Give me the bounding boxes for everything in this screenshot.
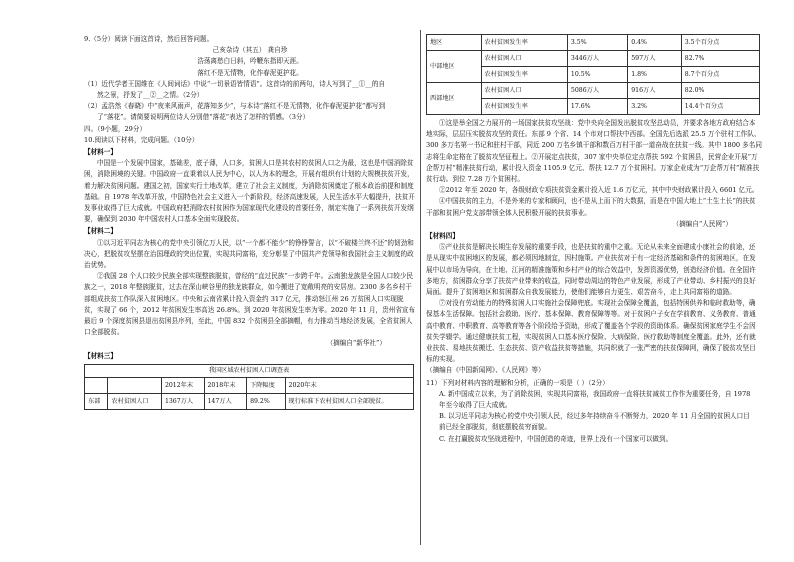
table-row <box>427 83 760 99</box>
table-cell: 8.7个百分点 <box>681 67 759 83</box>
table-cell: 2012年末 <box>161 377 204 393</box>
table-cell: 农村贫困人口 <box>481 83 567 99</box>
table-cell: 82.0% <box>681 83 759 99</box>
q10-heading: 10.阅读以下材料，完成问题。（10分） <box>84 135 199 144</box>
table-cell: 82.7% <box>681 51 759 67</box>
material-three-para1: ①这是举全国之力展开的一场国家扶贫攻坚战：党中央向全国发出脱贫攻坚总动员，并要求各地方政府结合本地实际，层层压实脱贫攻坚的责任。东部 9 个省、14 个市对口帮扶中西部。全国先后选派 25.5 万个驻村工作队、300 多万名第一书记和驻村干部，同近 200 万名乡镇干部和数百万村干部一道奋战在扶贫一线。其中 1800 多名同志将生命定格在了脱贫攻坚征程上。②开展定点扶贫，307 家中央单位定点帮扶 592 个贫困县，民营企业开展“万企帮万村”精准扶贫行动，累计投入资金 1105.9 亿元、帮扶 12.7 万个贫困村。万家企业成为“万企帮万村”精准扶贫行动。到位 7.28 万个贫困村。 <box>426 119 762 184</box>
table-cell: 1367万人 <box>161 393 204 409</box>
table-row <box>85 393 414 409</box>
table-cell: 农村贫困人口 <box>108 393 161 409</box>
table-row <box>427 35 760 51</box>
table-cell: 3.5个百分点 <box>681 35 759 51</box>
column-divider <box>420 30 421 545</box>
q9-part1: （1）近代学者王国维在《人间词话》中说“一切景语皆情语”。这首诗的前两句，诗人写到了__①__的自 <box>84 79 386 88</box>
table-cell: 农村贫困人口 <box>481 51 567 67</box>
table-cell: 下降幅度 <box>247 377 285 393</box>
table-cell: 西部地区 <box>427 83 482 115</box>
poverty-table-top <box>84 364 414 410</box>
material-three-source: （摘编自“人民网”） <box>672 219 732 228</box>
option-b: B. 以习近平同志为核心的党中央引领人民，经过多年持续奋斗不断努力，2020 年 11 月全国的贫困人口目 <box>439 412 750 421</box>
option-a-cont: 年至今取得了巨大成就。 <box>439 401 512 410</box>
material-four-title: 【材料四】 <box>426 232 459 241</box>
table-cell: 147万人 <box>204 393 247 409</box>
table-cell: 3446万人 <box>567 51 627 67</box>
material-four-source: （摘编自《中国新闻网》、《人民网》等） <box>426 366 545 375</box>
q9-heading: 9.（5分）阅读下面这首诗，然后回答问题。 <box>84 35 214 43</box>
table-cell: 东部 <box>85 393 108 409</box>
table-cell: 89.2% <box>247 393 285 409</box>
material-two-para1: ①以习近平同志为核心的党中央引领亿万人民，以“一个都不能少”的铮铮誓言，以“不破楼兰终不还”的韧劲和决心，把脱贫攻坚摆在治国理政的突出位置，实现共同富裕，充分彰显了中国共产党领导和我国社会主义制度的政治优势。 <box>84 238 414 270</box>
material-three-para2: ②2012 年至 2020 年，各级财政专项扶贫资金累计投入近 1.6 万亿元，其中中央财政累计投入 6601 亿元。 <box>439 186 759 195</box>
table-cell: 3.5% <box>567 35 627 51</box>
table-cell <box>108 377 161 393</box>
material-one-text: 中国是一个发展中国家，基础差，底子薄，人口多，贫困人口是其农村的贫困人口之为最，这也是中国消除贫困，消除困境的关键。中国政府一直秉着以人民为中心，以人为本的理念，开展有组织有计划的大规模扶贫开发，着力解决贫困问题。建国之初，国家实行土地改革，建立了社会主义制度，为消除贫困奠定了根本政治前提和制度基础。自 1978 年改革开放，中国特色社会主义进入一个新阶段，经济高速发展，人民生活水平大幅提升，扶贫开发事业取得了巨大成就。中国政府把消除农村贫困作为国家现代化建设的首要任务，制定实施了一系列扶贫开发纲要，确保到 2030 年中国农村人口基本全面实现脱贫。 <box>84 159 415 224</box>
q9-part2-cont: 了“落花”。请简要说明两位诗人分别借“落花”表达了怎样的情感。（3分） <box>97 113 310 122</box>
material-two-title: 【材料二】 <box>84 227 117 236</box>
table-header-row <box>85 377 414 393</box>
material-two-para2: ②我国 28 个人口较少民族全部实现整族脱贫，曾经的“直过民族”一步跨千年。云南独龙族是全国人口较少民族之一，2018 年整族脱贫，过去在深山峡谷里的独龙族群众，如今搬进了宽敞明亮的安居房。2300 多名乡村干部组成扶贫工作队深入贫困地区。中央和云南省累计投入资金约 317 亿元，推动怒江州 26 万贫困人口实现脱贫，实现了 66 个，2012 年贫困发生率高达 26.8%。到 2020 年贫困发生率为零。2020 年 11 月，贵州省宣布最后 9 个深度贫困县退出贫困县序列，至此，中国 832 个贫困县全部摘帽，有力推动当地经济发展，全省贫困人口全部脱贫。 <box>84 272 416 337</box>
table-cell: 14.4个百分点 <box>681 99 759 115</box>
poem-line: 落红不是无情物，化作春泥更护花。 <box>197 68 303 77</box>
material-three-para3: ④中国扶贫的主力，不是外来的专家和顾问，也不是从上而下的大数据，而是在中国大地上“土生土长”的扶贫干部和贫困户党支部带领全体人民积极开展的扶贫事业。 <box>426 197 756 217</box>
option-b-cont: 前已经全部脱贫，彻底摆脱贫穷面貌。 <box>439 423 552 432</box>
material-four-para1: ⑤产业扶贫是解决长期生存发展的重要手段，也是扶贫的重中之重。无论从未来全面建成小康社会的前途，还是从现实中贫困地区的发展，都必须因地制宜，因村施策。产业扶贫对于有一定经济基础和条件的贫困地区，在发展中以市场为导向，在土地、江河的精准施策和乡村产业的综合效益中，发挥资源优势，创造经济价值。在全国许多地方，贫困群众分享了扶贫产业带来的收益，同时带动周边的特色产业发展，形成了产业带动、乡村振兴的良好局面。提升了贫困地区和贫困群众自我发展能力，使他们能够自力更生、艰苦奋斗，走上共同富裕的道路。 <box>426 243 756 297</box>
option-c: C. 在打赢脱贫攻坚战进程中，中国创造的奇迹，世界上没有一个国家可以做到。 <box>439 434 673 443</box>
table-cell: 地区 <box>427 35 482 51</box>
q9-part1-cont: 然之景，抒发了__②__之情。（2分） <box>97 91 204 100</box>
material-four-para2: ⑦对没有劳动能力的特殊贫困人口实施社会保障兜底。实现社会保障全覆盖，包括特困供养和临时救助等，确保基本生活保障。包括社会救助、医疗、基本保障、教育保障等等。对于贫困户子女在学前教育、义务教育、普通高中教育、中职教育、高等教育等各个阶段给予资助，形成了覆盖各个学段的资助体系。确保贫困家庭学生不会因贫失学辍学。通过健康扶贫工程，实现贫困人口基本医疗保险、大病保险、医疗救助等制度全覆盖。此外，还有就业扶贫、易地扶贫搬迁、生态扶贫、资产收益扶贫等措施，共同织就了一张严密的扶贫保障网，确保了脱贫攻坚目标的实现。 <box>426 299 756 364</box>
table-cell: 916万人 <box>628 83 682 99</box>
table-row <box>427 51 760 67</box>
table-cell: 1.8% <box>628 67 682 83</box>
table-cell: 现行标准下农村贫困人口全部脱贫。 <box>285 393 413 409</box>
q11-heading: 11）下列对材料内容的理解和分析，正确的一项是（ ）（2分） <box>426 378 609 387</box>
table-cell <box>85 377 108 393</box>
material-two-source: （摘编自“新华社”） <box>326 339 386 348</box>
table-cell: 597万人 <box>628 51 682 67</box>
q9-part2: （2）孟浩然《春晓》中“夜来风雨声，花落知多少”，与本诗“落红不是无情物，化作春泥更护花”都写到 <box>84 102 386 111</box>
table-cell: 农村贫困发生率 <box>481 67 567 83</box>
poem-line: 浩荡离愁白日斜，吟鞭东指即天涯。 <box>197 57 303 66</box>
table-cell: 0.4% <box>628 35 682 51</box>
table-cell: 农村贫困发生率 <box>481 99 567 115</box>
table-cell: 17.6% <box>567 99 627 115</box>
option-a: A. 新中国成立以来，为了消除贫困，实现共同富裕，我国政府一直将扶贫减贫工作作为重要任务，自 1978 <box>439 389 751 398</box>
table-caption: 我国区域农村贫困人口调查表 <box>85 364 414 377</box>
poem-title: 己亥杂诗（其五） 龚自珍 <box>212 46 288 55</box>
material-one-title: 【材料一】 <box>84 148 117 157</box>
table-cell: 中部地区 <box>427 51 482 83</box>
table-cell: 农村贫困发生率 <box>481 35 567 51</box>
table-cell: 2018年末 <box>204 377 247 393</box>
table-cell: 5086万人 <box>567 83 627 99</box>
table-cell: 3.2% <box>628 99 682 115</box>
left-column <box>84 34 416 410</box>
poverty-table-continued <box>426 34 760 115</box>
section-four: 四。（9小题，29分） <box>84 124 147 133</box>
material-three-title: 【材料三】 <box>84 351 117 360</box>
table-cell: 2020年末 <box>285 377 413 393</box>
right-column <box>426 34 762 445</box>
table-cell: 10.5% <box>567 67 627 83</box>
